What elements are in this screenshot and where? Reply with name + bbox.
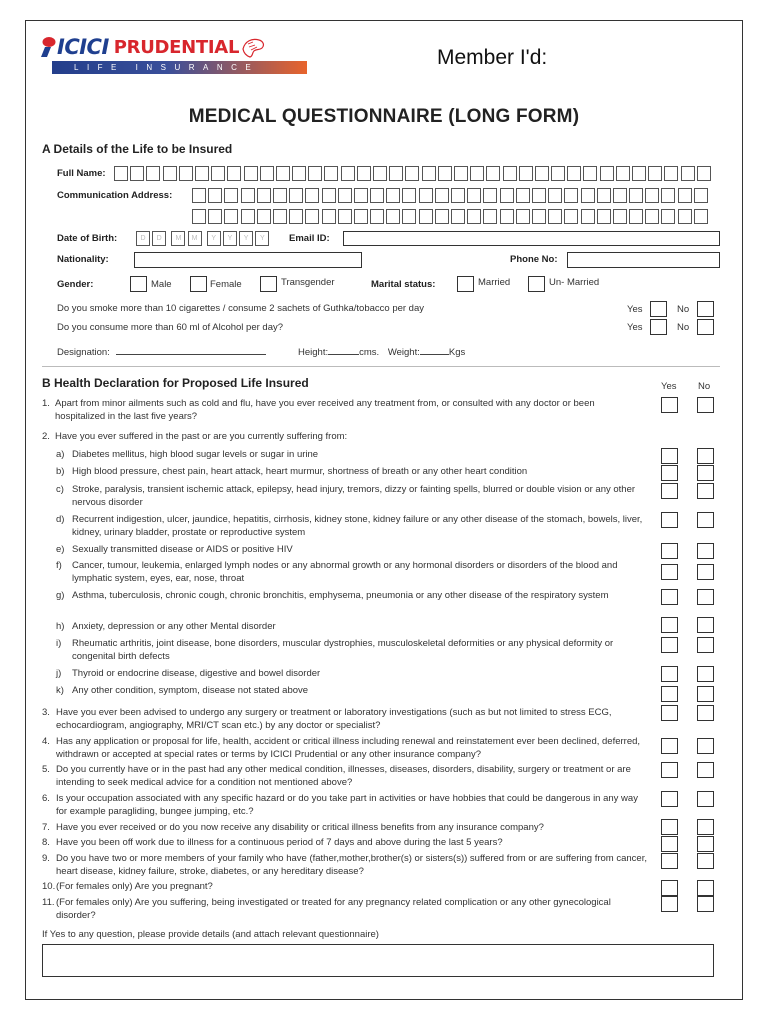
char-cell[interactable]	[192, 209, 206, 224]
char-cell[interactable]	[386, 209, 400, 224]
sub-question-d-yes-checkbox[interactable]	[661, 512, 678, 528]
char-cell[interactable]	[613, 188, 627, 203]
question-5-yes-checkbox[interactable]	[661, 762, 678, 778]
sub-question-k-no-checkbox[interactable]	[697, 686, 714, 702]
sub-question-letter: j)	[56, 668, 62, 679]
section-a-heading: A Details of the Life to be Insured	[42, 142, 233, 156]
full-name-label: Full Name:	[57, 168, 106, 179]
sub-question-g-yes-checkbox[interactable]	[661, 589, 678, 605]
char-cell[interactable]	[678, 209, 692, 224]
char-cell[interactable]	[694, 209, 708, 224]
sub-question-letter: k)	[56, 685, 64, 696]
height-weight-row	[298, 345, 465, 358]
char-cell[interactable]	[664, 166, 678, 181]
question-number: 2.	[42, 431, 50, 442]
dob-field[interactable]	[136, 231, 272, 246]
char-cell[interactable]	[308, 166, 322, 181]
sub-question-e-no-checkbox[interactable]	[697, 543, 714, 559]
page-title: MEDICAL QUESTIONNAIRE (LONG FORM)	[188, 106, 580, 127]
gender-transgender-checkbox[interactable]	[260, 276, 277, 292]
char-cell[interactable]	[211, 166, 225, 181]
char-cell[interactable]	[276, 166, 290, 181]
question-10-text: (For females only) Are you pregnant?	[56, 881, 213, 892]
question-4-yes-checkbox[interactable]	[661, 738, 678, 754]
char-cell[interactable]	[435, 209, 449, 224]
char-cell[interactable]	[629, 209, 643, 224]
char-cell[interactable]	[289, 209, 303, 224]
char-cell[interactable]	[503, 166, 517, 181]
char-cell[interactable]	[548, 188, 562, 203]
char-cell[interactable]	[678, 188, 692, 203]
char-cell[interactable]: Y	[255, 231, 269, 246]
sub-question-g-no-checkbox[interactable]	[697, 589, 714, 605]
question-3-yes-checkbox[interactable]	[661, 705, 678, 721]
section-b-heading: B Health Declaration for Proposed Life Insured	[42, 376, 309, 390]
char-cell[interactable]	[354, 209, 368, 224]
char-cell[interactable]	[454, 166, 468, 181]
no-column-header: No	[698, 381, 711, 392]
address-label: Communication Address:	[57, 190, 173, 201]
question-number: 6.	[42, 793, 50, 804]
char-cell[interactable]	[305, 209, 319, 224]
smoke-yes-checkbox[interactable]	[650, 301, 667, 317]
char-cell[interactable]	[419, 188, 433, 203]
question-7-no-checkbox[interactable]	[697, 819, 714, 835]
char-cell[interactable]	[694, 188, 708, 203]
char-cell[interactable]	[648, 166, 662, 181]
smoke-no-label: No	[677, 304, 690, 315]
question-11-yes-checkbox[interactable]	[661, 896, 678, 912]
char-cell[interactable]	[548, 209, 562, 224]
phone-field[interactable]	[567, 252, 720, 268]
full-name-field[interactable]	[114, 166, 713, 181]
question-number: 11.	[42, 897, 55, 908]
question-9-text: Do you have two or more members of your family who have (father,mother,brother(s) or sisters(s)) suffered from or are suffering from cancer, heart disease, kidney failure, stroke, diabetes, or any hereditary disease?	[56, 853, 647, 877]
char-cell[interactable]	[451, 209, 465, 224]
sub-question-letter: e)	[56, 544, 65, 555]
email-field[interactable]	[343, 231, 720, 246]
question-number: 4.	[42, 736, 50, 747]
gender-male-label: Male	[151, 279, 172, 290]
marital-married-checkbox[interactable]	[457, 276, 474, 292]
logo-mark-icon	[40, 36, 56, 58]
weight-field[interactable]	[420, 345, 449, 355]
sub-question-j-no-checkbox[interactable]	[697, 666, 714, 682]
char-cell[interactable]	[405, 166, 419, 181]
char-cell[interactable]	[661, 209, 675, 224]
char-cell[interactable]	[486, 166, 500, 181]
question-11-no-checkbox[interactable]	[697, 896, 714, 912]
char-cell[interactable]	[241, 188, 255, 203]
question-10-no-checkbox[interactable]	[697, 880, 714, 896]
char-cell[interactable]	[257, 209, 271, 224]
char-cell[interactable]: Y	[223, 231, 237, 246]
sub-question-h-no-checkbox[interactable]	[697, 617, 714, 633]
question-6-no-checkbox[interactable]	[697, 791, 714, 807]
char-cell[interactable]	[208, 188, 222, 203]
sub-question-f-yes-checkbox[interactable]	[661, 564, 678, 580]
char-cell[interactable]	[130, 166, 144, 181]
char-cell[interactable]	[467, 188, 481, 203]
question-5-text: Do you currently have or in the past had any other medical condition, illnesses, diseases, disorders, disability, surgery or treatment or are intending to seek medical advice for a condition not mentioned above?	[56, 764, 631, 788]
question-1-text: Apart from minor ailments such as cold and flu, have you ever received any treatment from, or consulted with any doctor or been hospitalized in the last five years?	[55, 398, 595, 422]
char-cell[interactable]	[600, 166, 614, 181]
sub-question-d-text: Recurrent indigestion, ulcer, jaundice, hepatitis, cirrhosis, kidney stone, kidney failure or any other disease of the stomach, bowels, liver, kidney, urinary bladder, prostate or reproductive system	[72, 514, 643, 538]
char-cell[interactable]	[389, 166, 403, 181]
char-cell[interactable]	[613, 209, 627, 224]
sub-question-letter: i)	[56, 638, 62, 649]
char-cell[interactable]	[597, 188, 611, 203]
char-cell[interactable]	[519, 166, 533, 181]
gender-female-label: Female	[210, 279, 242, 290]
char-cell[interactable]	[224, 209, 238, 224]
height-field[interactable]	[328, 345, 359, 355]
sub-question-h-yes-checkbox[interactable]	[661, 617, 678, 633]
char-cell[interactable]	[370, 209, 384, 224]
char-cell[interactable]	[373, 166, 387, 181]
char-cell[interactable]	[567, 166, 581, 181]
char-cell[interactable]	[483, 209, 497, 224]
char-cell[interactable]	[532, 188, 546, 203]
designation-field[interactable]	[116, 345, 266, 355]
question-6-yes-checkbox[interactable]	[661, 791, 678, 807]
question-4-text: Has any application or proposal for life, health, accident or critical illness including renewal and reinstatement ever been declined, deferred, withdrawn or accepted at special rates or terms by ICICI Prudential or any other insurance company?	[56, 736, 641, 760]
char-cell[interactable]	[227, 166, 241, 181]
char-cell[interactable]	[260, 166, 274, 181]
char-cell[interactable]	[322, 188, 336, 203]
question-11-text: (For females only) Are you suffering, being investigated or treated for any pregnancy related complication or any other gynecological disorder?	[56, 897, 611, 921]
char-cell[interactable]	[402, 188, 416, 203]
char-cell[interactable]: Y	[207, 231, 221, 246]
char-cell[interactable]	[146, 166, 160, 181]
sub-question-letter: h)	[56, 621, 65, 632]
logo-brand-icici: ICICI	[57, 35, 109, 59]
char-cell[interactable]	[500, 209, 514, 224]
weight-unit: Kgs	[448, 347, 466, 358]
sub-question-e-yes-checkbox[interactable]	[661, 543, 678, 559]
question-8-no-checkbox[interactable]	[697, 836, 714, 852]
char-cell[interactable]	[581, 188, 595, 203]
char-cell[interactable]	[241, 209, 255, 224]
smoke-question: Do you smoke more than 10 cigarettes / consume 2 sachets of Guthka/tobacco per day	[57, 303, 425, 314]
char-cell[interactable]	[564, 209, 578, 224]
question-3-text: Have you ever been advised to undergo any surgery or treatment or laboratory investigations (such as but not limited to stress ECG, echocardiogram, angiography, MRI/CT scan etc.) by any doctor or specialist?	[56, 707, 612, 731]
sub-question-j-text: Thyroid or endocrine disease, digestive and bowel disorder	[72, 668, 321, 679]
member-id-label: Member I'd:	[437, 46, 548, 69]
char-cell[interactable]	[500, 188, 514, 203]
char-cell[interactable]	[422, 166, 436, 181]
gender-male-checkbox[interactable]	[130, 276, 147, 292]
address-field-line-1[interactable]	[192, 188, 710, 203]
section-divider	[42, 366, 720, 367]
question-9-yes-checkbox[interactable]	[661, 853, 678, 869]
char-cell[interactable]	[386, 188, 400, 203]
char-cell[interactable]	[273, 209, 287, 224]
question-6-text: Is your occupation associated with any specific hazard or do you take part in activities or have hobbies that could be dangerous in any way for example paragliding, bungee jumping, etc.?	[56, 793, 638, 817]
sub-question-c-yes-checkbox[interactable]	[661, 483, 678, 499]
designation-label: Designation:	[57, 347, 110, 358]
sub-question-e-text: Sexually transmitted disease or AIDS or positive HIV	[72, 544, 293, 555]
char-cell[interactable]	[419, 209, 433, 224]
char-cell[interactable]	[532, 209, 546, 224]
char-cell[interactable]	[289, 188, 303, 203]
nationality-field[interactable]	[134, 252, 362, 268]
char-cell[interactable]	[195, 166, 209, 181]
char-cell[interactable]	[354, 188, 368, 203]
sub-question-a-text: Diabetes mellitus, high blood sugar levels or sugar in urine	[72, 449, 319, 460]
sub-question-f-text: Cancer, tumour, leukemia, enlarged lymph nodes or any abnormal growth or any hormonal disorders or disorders of the blood and lymphatic system, eyes, ear, nose, throat	[72, 560, 618, 584]
char-cell[interactable]	[305, 188, 319, 203]
char-cell[interactable]	[357, 166, 371, 181]
marital-unmarried-label: Un- Married	[549, 277, 600, 288]
sub-question-k-yes-checkbox[interactable]	[661, 686, 678, 702]
char-cell[interactable]: D	[136, 231, 150, 246]
logo-tagline: LIFE INSURANCE	[52, 61, 307, 74]
alcohol-yes-checkbox[interactable]	[650, 319, 667, 335]
sub-question-letter: c)	[56, 484, 64, 495]
gender-female-checkbox[interactable]	[190, 276, 207, 292]
question-number: 9.	[42, 853, 50, 864]
char-cell[interactable]	[438, 166, 452, 181]
char-cell[interactable]	[564, 188, 578, 203]
alcohol-yes-label: Yes	[627, 322, 643, 333]
sub-question-i-text: Rheumatic arthritis, joint disease, bone disorders, muscular dystrophies, musculoskeletal deformities or any physical deformity or congenital birth defects	[72, 638, 614, 662]
char-cell[interactable]	[338, 209, 352, 224]
question-10-yes-checkbox[interactable]	[661, 880, 678, 896]
char-cell[interactable]	[467, 209, 481, 224]
alcohol-no-checkbox[interactable]	[697, 319, 714, 335]
char-cell[interactable]	[645, 188, 659, 203]
question-7-yes-checkbox[interactable]	[661, 819, 678, 835]
gender-transgender-label: Transgender	[281, 277, 335, 288]
alcohol-no-label: No	[677, 322, 690, 333]
question-number: 5.	[42, 764, 50, 775]
char-cell[interactable]	[581, 209, 595, 224]
marital-unmarried-checkbox[interactable]	[528, 276, 545, 292]
sub-question-f-no-checkbox[interactable]	[697, 564, 714, 580]
char-cell[interactable]	[163, 166, 177, 181]
sub-question-b-no-checkbox[interactable]	[697, 465, 714, 481]
char-cell[interactable]	[661, 188, 675, 203]
sub-question-d-no-checkbox[interactable]	[697, 512, 714, 528]
char-cell[interactable]	[632, 166, 646, 181]
sub-question-c-text: Stroke, paralysis, transient ischemic attack, epilepsy, head injury, tremors, dizzy or fainting spells, blurred or double vision or any other nervous disorder	[72, 484, 636, 508]
weight-label: Weight:	[387, 347, 420, 358]
char-cell[interactable]	[244, 166, 258, 181]
smoke-yes-label: Yes	[627, 304, 643, 315]
sub-question-j-yes-checkbox[interactable]	[661, 666, 678, 682]
alcohol-question: Do you consume more than 60 ml of Alcohol per day?	[57, 322, 284, 333]
details-prompt: If Yes to any question, please provide details (and attach relevant questionnaire)	[42, 929, 379, 940]
sub-question-i-no-checkbox[interactable]	[697, 637, 714, 653]
logo-brand-prudential: PRUDENTIAL	[113, 36, 240, 58]
question-7-text: Have you ever received or do you now receive any disability or critical illness benefits from any insurance company?	[56, 822, 544, 833]
char-cell[interactable]	[451, 188, 465, 203]
question-9-no-checkbox[interactable]	[697, 853, 714, 869]
char-cell[interactable]	[516, 209, 530, 224]
question-1-yes-checkbox[interactable]	[661, 397, 678, 413]
marital-married-label: Married	[478, 277, 511, 288]
char-cell[interactable]	[645, 209, 659, 224]
char-cell[interactable]	[292, 166, 306, 181]
char-cell[interactable]	[535, 166, 549, 181]
question-number: 1.	[42, 398, 50, 409]
question-2-text: Have you ever suffered in the past or are you currently suffering from:	[55, 431, 348, 442]
sub-question-g-text: Asthma, tuberculosis, chronic cough, chronic bronchitis, emphysema, pneumonia or any other disease of the respiratory system	[72, 590, 609, 601]
question-8-yes-checkbox[interactable]	[661, 836, 678, 852]
sub-question-letter: b)	[56, 466, 65, 477]
sub-question-letter: f)	[56, 560, 62, 571]
sub-question-b-yes-checkbox[interactable]	[661, 465, 678, 481]
char-cell[interactable]	[402, 209, 416, 224]
sub-question-b-text: High blood pressure, chest pain, heart attack, heart murmur, shortness of breath or any other heart condition	[72, 466, 528, 477]
designation-row	[57, 345, 266, 358]
question-1-no-checkbox[interactable]	[697, 397, 714, 413]
question-number: 7.	[42, 822, 50, 833]
char-cell[interactable]	[435, 188, 449, 203]
sub-question-letter: a)	[56, 449, 65, 460]
char-cell[interactable]	[616, 166, 630, 181]
question-5-no-checkbox[interactable]	[697, 762, 714, 778]
char-cell[interactable]	[597, 209, 611, 224]
char-cell[interactable]	[322, 209, 336, 224]
char-cell[interactable]	[681, 166, 695, 181]
char-cell[interactable]	[470, 166, 484, 181]
sub-question-letter: d)	[56, 514, 65, 525]
smoke-no-checkbox[interactable]	[697, 301, 714, 317]
char-cell[interactable]	[273, 188, 287, 203]
phone-label: Phone No:	[510, 254, 558, 265]
question-number: 3.	[42, 707, 50, 718]
char-cell[interactable]	[179, 166, 193, 181]
sub-question-a-yes-checkbox[interactable]	[661, 448, 678, 464]
char-cell[interactable]	[629, 188, 643, 203]
char-cell[interactable]	[224, 188, 238, 203]
company-logo	[40, 35, 307, 74]
height-label: Height:	[298, 347, 329, 358]
char-cell[interactable]	[583, 166, 597, 181]
yes-column-header: Yes	[661, 381, 677, 392]
gender-label: Gender:	[57, 279, 94, 290]
sub-question-letter: g)	[56, 590, 65, 601]
question-number: 10.	[42, 881, 56, 892]
dob-label: Date of Birth:	[57, 233, 118, 244]
char-cell[interactable]	[483, 188, 497, 203]
nationality-label: Nationality:	[57, 254, 109, 265]
question-number: 8.	[42, 837, 50, 848]
char-cell[interactable]	[697, 166, 711, 181]
sub-question-c-no-checkbox[interactable]	[697, 483, 714, 499]
sub-question-i-yes-checkbox[interactable]	[661, 637, 678, 653]
char-cell[interactable]	[516, 188, 530, 203]
char-cell[interactable]	[338, 188, 352, 203]
char-cell[interactable]	[341, 166, 355, 181]
char-cell[interactable]	[208, 209, 222, 224]
sub-question-h-text: Anxiety, depression or any other Mental disorder	[72, 621, 276, 632]
char-cell[interactable]	[324, 166, 338, 181]
char-cell[interactable]: M	[171, 231, 185, 246]
question-3-no-checkbox[interactable]	[697, 705, 714, 721]
details-field[interactable]	[42, 944, 714, 977]
char-cell[interactable]	[257, 188, 271, 203]
char-cell[interactable]	[192, 188, 206, 203]
char-cell[interactable]	[551, 166, 565, 181]
lion-emblem-icon	[240, 35, 266, 59]
height-unit: cms.	[359, 347, 380, 358]
address-field-line-2[interactable]	[192, 209, 710, 224]
marital-status-label: Marital status:	[371, 279, 436, 290]
question-8-text: Have you been off work due to illness for a continuous period of 7 days and above during the last 5 years?	[56, 837, 503, 848]
char-cell[interactable]	[114, 166, 128, 181]
char-cell[interactable]: M	[188, 231, 202, 246]
sub-question-a-no-checkbox[interactable]	[697, 448, 714, 464]
char-cell[interactable]: Y	[239, 231, 253, 246]
char-cell[interactable]: D	[152, 231, 166, 246]
email-label: Email ID:	[289, 233, 330, 244]
question-4-no-checkbox[interactable]	[697, 738, 714, 754]
sub-question-k-text: Any other condition, symptom, disease not stated above	[72, 685, 309, 696]
char-cell[interactable]	[370, 188, 384, 203]
